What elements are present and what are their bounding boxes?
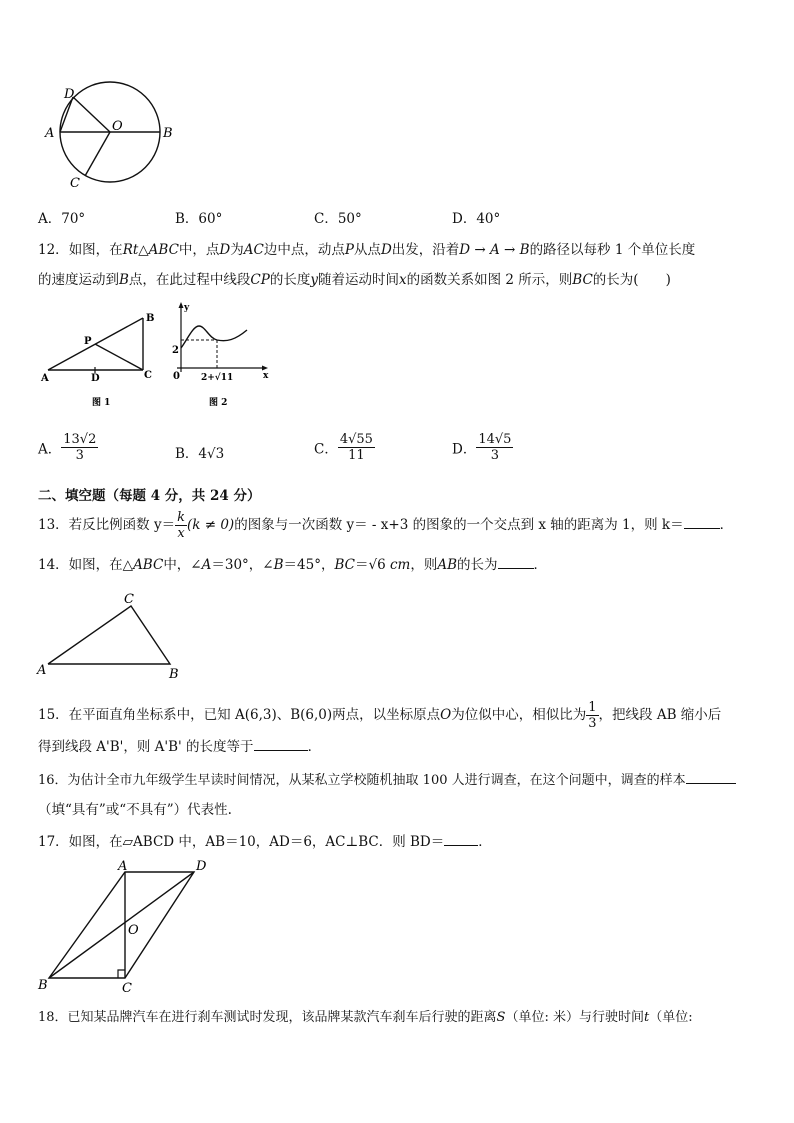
q14-triangle-figure (34, 590, 194, 682)
q12-option-a[interactable]: A． $\frac{13√2}{3}$ (38, 432, 97, 463)
q11-option-a[interactable]: A．70° (38, 211, 86, 227)
q16-line2: （填“具有”或“不具有”）代表性. (38, 802, 232, 818)
fig1-label-B: B (146, 313, 155, 324)
fig2-label-y: y (184, 303, 190, 313)
radius-OD (73, 97, 110, 132)
label-C: C (70, 176, 80, 190)
label-B: B (38, 978, 48, 993)
label-D: D (196, 859, 207, 874)
function-curve (181, 326, 247, 348)
q17-text: 17．如图，在▱ABCD 中，AB＝10，AD＝6，AC⊥BC．则 BD＝ ． (38, 834, 492, 850)
diagonal-BD (49, 872, 194, 978)
q11-option-d[interactable]: D．40° (452, 211, 501, 227)
q18-text: 18．已知某品牌汽车在进行刹车测试时发现，该品牌某款汽车刹车后行驶的距离S（单位: 米）与行驶时间t（单位: (38, 1010, 693, 1025)
q12-figure-1 (40, 308, 160, 408)
label-O: O (112, 119, 123, 134)
q16-answer-blank[interactable] (686, 771, 736, 784)
fig1-label-A: A (41, 373, 49, 384)
q14-text: 14．如图，在△ABC中，∠A＝30°，∠B＝45°，BC＝√6 cm，则AB的长为 ． (38, 557, 548, 573)
label-D: D (64, 87, 75, 102)
label-C: C (124, 592, 134, 607)
fig2-label-xmark: 2+√11 (201, 373, 234, 383)
q11-circle-figure (40, 80, 190, 190)
fig2-label-origin: 0 (173, 371, 180, 382)
q13-text: 13．若反比例函数 y＝ $\frac{k}{x}$ (k ≠ 0)的图象与一次函数 y＝ - x+3 的图象的一个交点到 x 轴的距离为 1，则 k＝ ． (38, 510, 734, 541)
label-C: C (122, 981, 132, 996)
q12-option-c[interactable]: C． $\frac{4√55}{11}$ (314, 432, 373, 463)
label-A: A (45, 126, 55, 141)
fig2-caption: 图 2 (209, 398, 228, 408)
q15-line2: 得到线段 A'B'，则 A'B' 的长度等于 ． (38, 739, 322, 755)
q17-parallelogram-figure (36, 858, 216, 996)
q15-answer-blank[interactable] (254, 738, 308, 751)
label-A: A (37, 663, 47, 678)
triangle-ABC (48, 606, 170, 664)
q12-line1: 12．如图，在Rt△ABC中，点D为AC边中点，动点P从点D出发，沿着D → A → B的路径以每秒 1 个单位长度 (38, 242, 696, 258)
q12-line2: 的速度运动到B点，在此过程中线段CP的长度y随着运动时间x的函数关系如图 2 所示，则BC的长为( ) (38, 272, 671, 288)
q15-line1: 15．在平面直角坐标系中，已知 A(6,3)、B(6,0)两点，以坐标原点O为位似中心，相似比为 $\frac{1}{3}$ ，把线段 AB 缩小后 (38, 700, 722, 731)
q17-answer-blank[interactable] (444, 833, 478, 846)
fig1-label-D: D (91, 373, 100, 384)
q11-option-b[interactable]: B．60° (175, 211, 223, 227)
fig1-label-C: C (144, 370, 152, 381)
q13-answer-blank[interactable] (684, 516, 720, 529)
y-axis-arrow (179, 302, 184, 308)
q11-option-c[interactable]: C．50° (314, 211, 362, 227)
label-A: A (118, 859, 128, 874)
q12-option-b[interactable]: B．4√3 (175, 446, 225, 462)
q14-answer-blank[interactable] (498, 556, 534, 569)
label-B: B (163, 126, 173, 141)
radius-OC (85, 132, 110, 176)
fig1-label-P: P (84, 336, 92, 347)
label-O: O (128, 923, 139, 938)
label-B: B (169, 667, 179, 682)
q12-option-d[interactable]: D． $\frac{14√5}{3}$ (452, 432, 512, 463)
fig1-caption: 图 1 (92, 398, 111, 408)
fig2-label-2: 2 (172, 345, 179, 356)
x-axis-arrow (262, 366, 268, 371)
chord-AD (60, 97, 73, 132)
segment-PC (95, 344, 143, 370)
section-heading-fill-in: 二、填空题（每题 4 分，共 24 分） (38, 488, 261, 504)
q12-figure-2 (165, 300, 275, 410)
right-angle-mark (118, 970, 125, 978)
q16-line1: 16．为估计全市九年级学生早读时间情况，从某私立学校随机抽取 100 人进行调查，在这个问题中，调查的样本 (38, 771, 736, 791)
fig2-label-x: x (263, 371, 269, 381)
